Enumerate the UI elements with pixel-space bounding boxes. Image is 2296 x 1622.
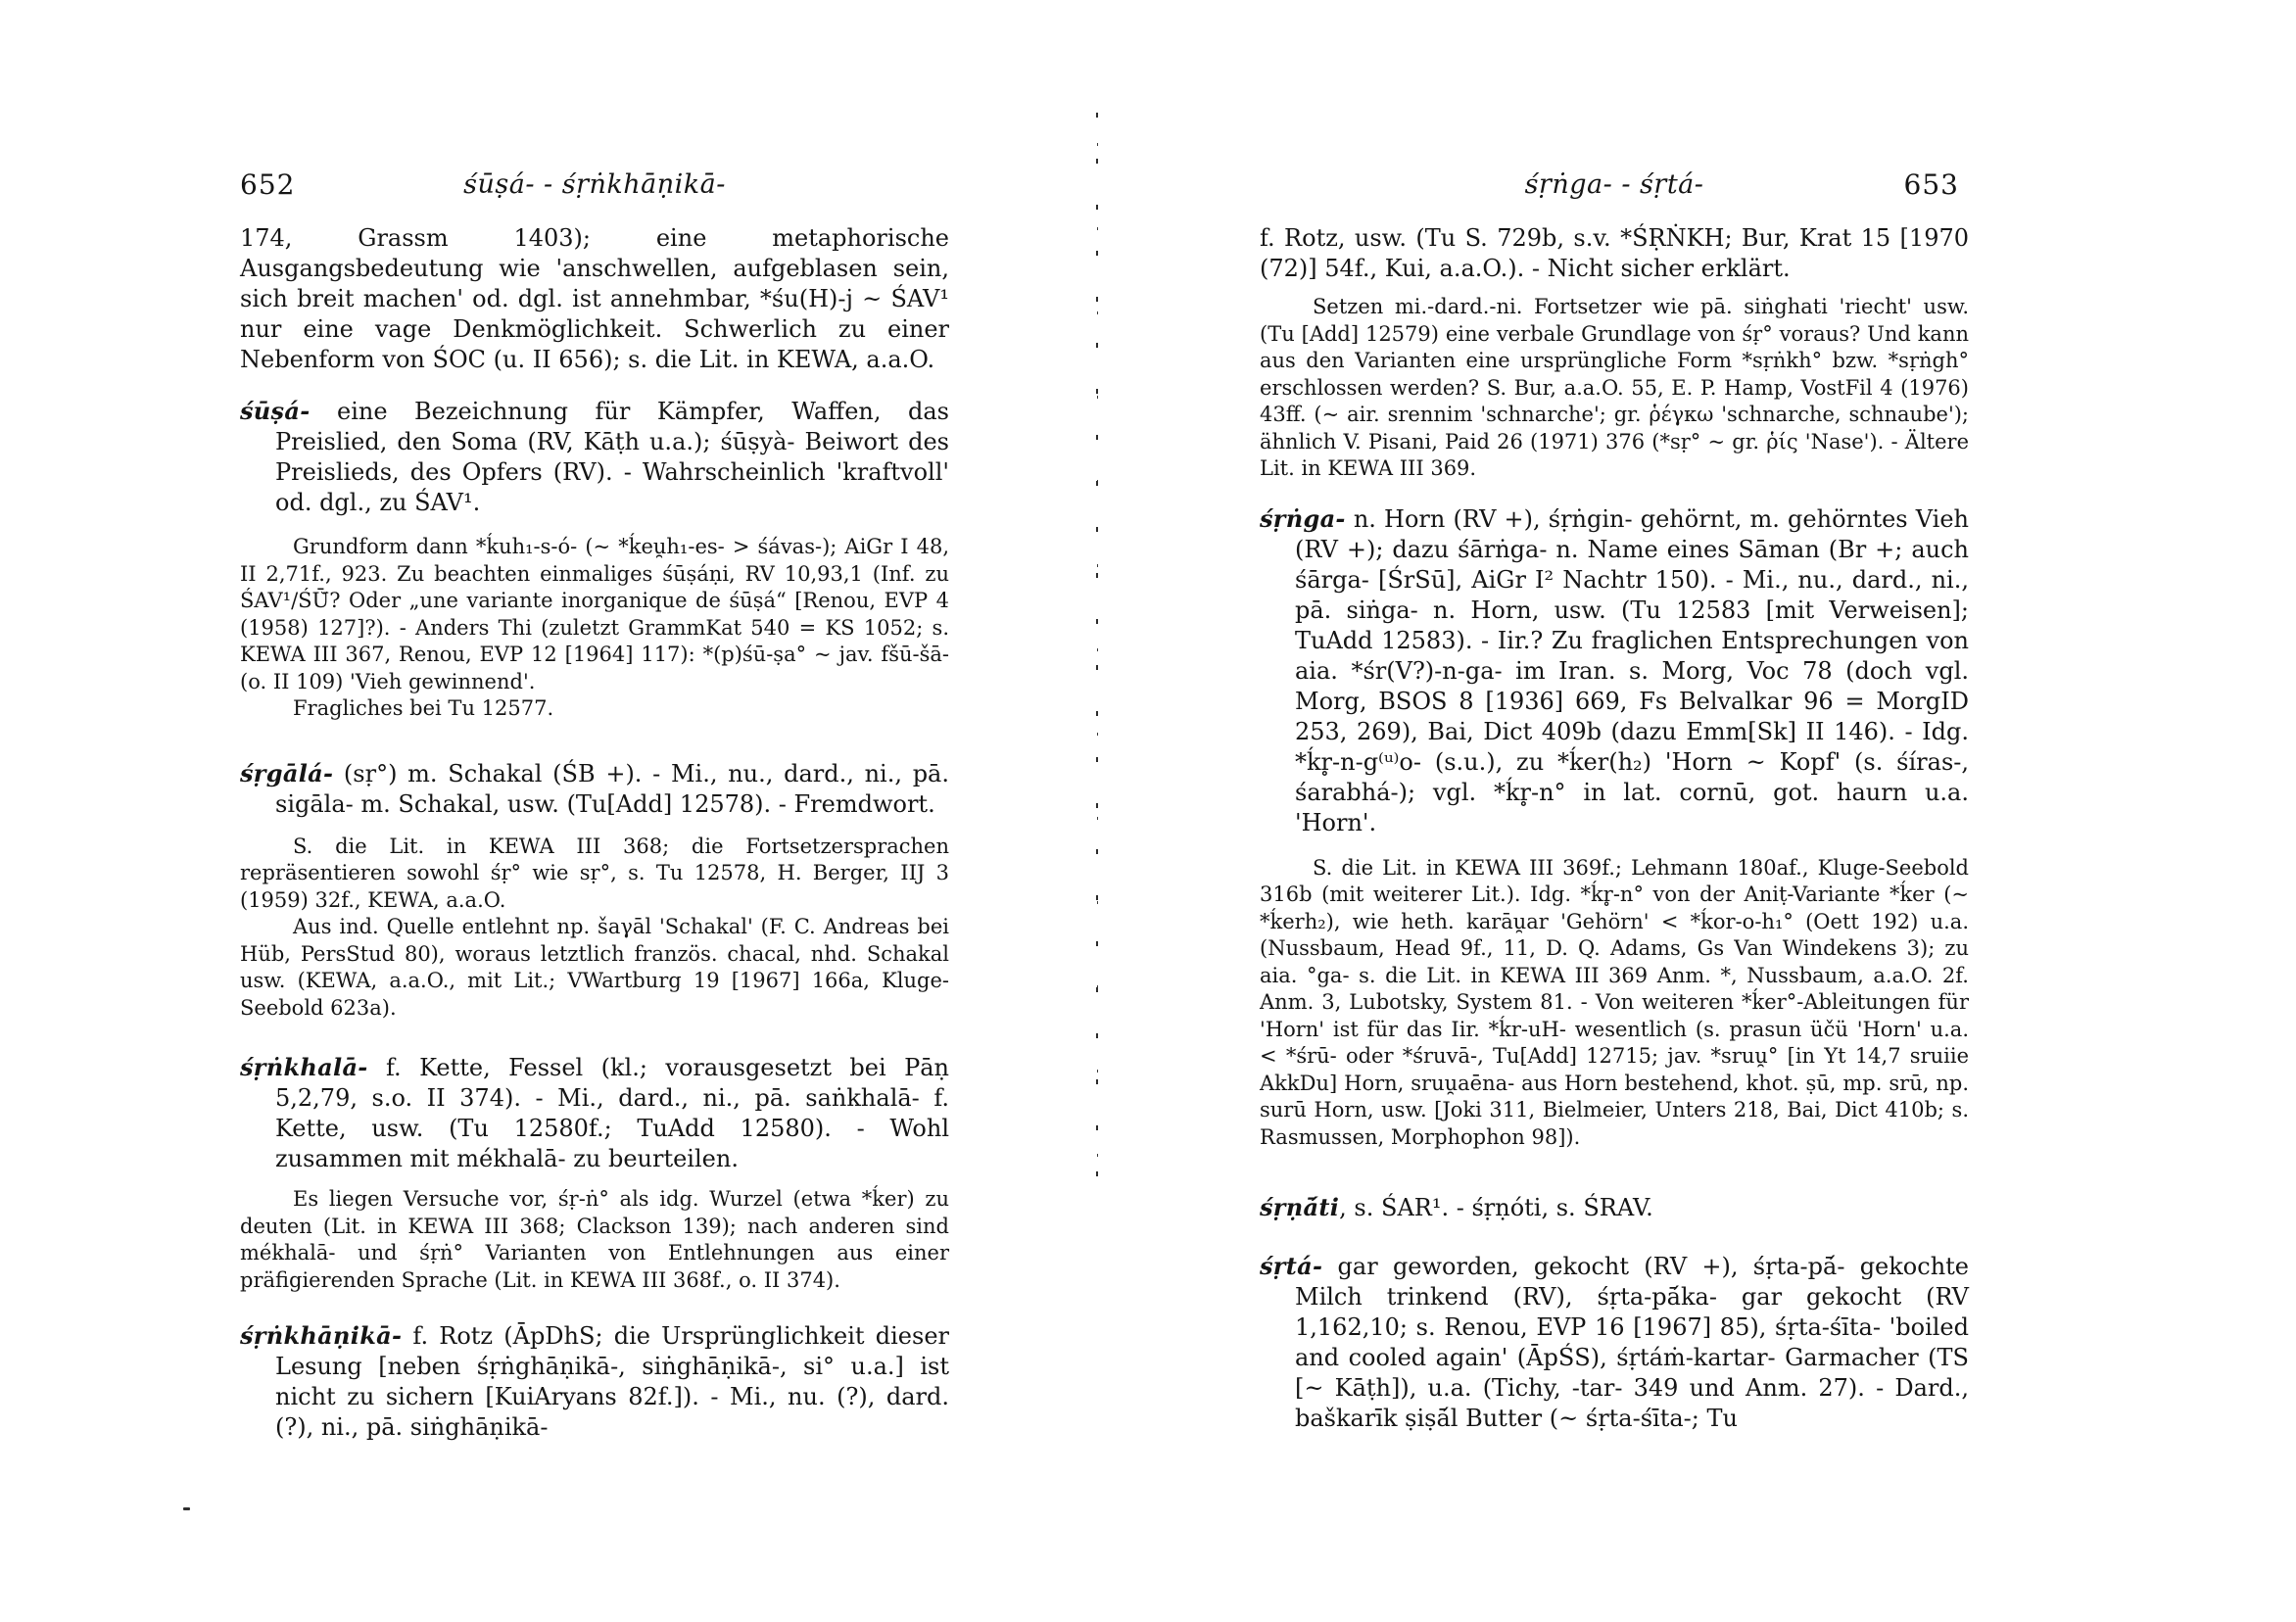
entry-susa-text: eine Bezeichnung für Kämpfer, Waffen, das Preislied, den Soma (RV, Kāṭh u.a.); śūṣyà- Beiwort des Preislieds, des Opfers (RV). - Wahrscheinlich 'kraftvoll' od. dgl., zu ŚAV¹. [275, 398, 949, 516]
note-srgala-1: S. die Lit. in KEWA III 368; die Fortsetzersprachen repräsentieren sowohl śṛ° wie sṛ°, s. Tu 12578, H. Berger, IIJ 3 (1959) 32f., KEWA, a.a.O. [240, 834, 949, 912]
note-srnga: S. die Lit. in KEWA III 369f.; Lehmann 180af., Kluge-Seebold 316b (mit weiterer Lit.). Idg. *ḱr̥-n° von der Aniṭ-Variante *ḱer (~ *ḱerh₂), wie heth. karāu̯ar 'Gehörn' < *ḱor-o-h₁° (Oett 192) u.a. (Nussbaum, Head 9f., 11, D. Q. Adams, Gs Van Windekens 3); zu aia. °ga- s. die Lit. in KEWA III 369 Anm. *, Nussbaum, a.a.O. 2f. Anm. 3, Lubotsky, System 81. - Von weiteren *ḱer°-Ableitungen für 'Horn' ist für das Iir. *ḱr-uH- wesentlich (s. prasun üčü 'Horn' u.a. < *śrū- oder *śruvā-, Tu[Add] 12715; jav. *sruu̯° [in Yt 14,7 sruiie AkkDu] Horn, sruu̯aēna- aus Horn bestehend, khot. ṣū, mp. srū, np. surū Horn, usw. [Joki 311, Bielmeier, Unters 218, Bai, Dict 410b; s. Rasmussen, Morphophon 98]). [1260, 855, 1969, 1149]
running-header-title-left: śūṣá- - śṛṅkhāṇikā- [463, 169, 726, 200]
headword-srnga: śṛṅga- [1260, 503, 1346, 533]
continuation-paragraph-right: f. Rotz, usw. (Tu S. 729b, s.v. *ŚṚṄKH; Bur, Krat 15 [1970 (72)] 54f., Kui, a.a.O.). - Nicht sicher erklärt. [1260, 224, 1969, 282]
running-header-right [1260, 168, 1969, 208]
note-srnkhala: Es liegen Versuche vor, śṛ-ṅ° als idg. Wurzel (etwa *ḱer) zu deuten (Lit. in KEWA III 368; Clackson 139); nach anderen sind mékhalā- und śṛṅ° Varianten von Entlehnungen aus einer präfigierenden Sprache (Lit. in KEWA III 368f., o. II 374). [240, 1187, 949, 1292]
running-header-left [240, 168, 949, 208]
page-number-right: 653 [1903, 168, 1959, 201]
headword-susa: śūṣá- [240, 397, 311, 425]
entry-srnga-text: n. Horn (RV +), śṛṅgin- gehörnt, m. gehörntes Vieh (RV +); dazu śārṅga- n. Name eines Sāman (Br +; auch śārga- [ŚrSū], AiGr I² Nachtr 150). - Mi., nu., dard., ni., pā. siṅga- n. Horn, usw. (Tu 12583 [mit Verweisen]; TuAdd 12583). - Iir.? Zu fraglichen Entsprechungen von aia. *śr(V?)-n-ga- im Iran. s. Morg, Voc 78 (doch vgl. Morg, BSOS 8 [1936] 669, Fs Belvalkar 96 = MorgID 253, 269), Bai, Dict 409b (dazu Emm[Sk] II 146). - Idg. *ḱr̥-n-g⁽ᵘ⁾o- (s.u.), zu *ḱer(h₂) 'Horn ~ Kopf' (s. śíras-, śarabhá-); vgl. *ḱr̥-n° in lat. cornū, got. haurn u.a. 'Horn'. [1295, 504, 1969, 836]
headword-srnkhanika: śṛṅkhāṇikā- [240, 1321, 403, 1350]
note-srgala-2: Aus ind. Quelle entlehnt np. šaγāl 'Schakal' (F. C. Andreas bei Hüb, PersStud 80), woraus letztlich französ. chacal, nhd. Schakal usw. (KEWA, a.a.O., mit Lit.; VWartburg 19 [1967] 166a, Kluge-Seebold 623a). [240, 915, 949, 1020]
entry-srnkhala-text: f. Kette, Fessel (kl.; vorausgesetzt bei Pāṇ 5,2,79, s.o. II 374). - Mi., dard., ni., pā. saṅkhalā- f. Kette, usw. (Tu 12580f.; TuAdd 12580). - Wohl zusammen mit mékhalā- zu beurteilen. [275, 1054, 949, 1172]
entry-srta-text: gar geworden, gekocht (RV +), śṛta-pā́- gekochte Milch trinkend (RV), śṛta-pā́ka- gar gekocht (RV 1,162,10; s. Renou, EVP 16 [1967] 85), śṛta-śīta- 'boiled and cooled again' (ĀpŚS), śṛtáṁ-kartar- Garmacher (TS [~ Kāṭh]), u.a. (Tichy, -tar- 349 und Anm. 27). - Dard., baškarīk ṣiṣā́l Butter (~ śṛta-śīta-; Tu [1295, 1253, 1969, 1432]
headword-srgala: śṛgālá- [240, 758, 334, 787]
entry-srgala-text: (sṛ°) m. Schakal (ŚB +). - Mi., nu., dard., ni., pā. sigāla- m. Schakal, usw. (Tu[Add] 12578). - Fremdwort. [275, 759, 949, 818]
ink-speck [183, 1507, 190, 1510]
entry-srgala [240, 758, 949, 820]
headword-srnati: śṛṇā́ti [1260, 1193, 1340, 1221]
running-header-title-right: śṛṅga- - śṛtá- [1524, 169, 1704, 200]
headword-srta: śṛtá- [1260, 1252, 1323, 1280]
entry-srnkhala [240, 1052, 949, 1174]
entry-srnkhanika [240, 1320, 949, 1443]
note-susa-2: Fragliches bei Tu 12577. [293, 696, 554, 720]
entry-srnati [1260, 1192, 1969, 1223]
note-susa-1: Grundform dann *ḱuh₁-s-ó- (~ *ḱeu̯h₁-es- > śávas-); AiGr I 48, II 2,71f., 923. Zu beachten einmaliges śūṣáṇi, RV 10,93,1 (Inf. zu ŚAV¹/ŚŪ̆? Oder „une variante inorganique de śūṣá“ [Renou, EVP 4 (1958) 127]?). - Anders Thi (zuletzt GrammKat 540 = KS 1052; s. KEWA III 367, Renou, EVP 12 [1964] 117): *(p)śū-ṣa° ~ jav. fšū-šā- (o. II 109) 'Vieh gewinnend'. [240, 535, 949, 693]
page-right [1260, 168, 1969, 1434]
entry-srnati-text: , s. ŚAR¹. - śṛṇóti, s. ŚRAV. [1339, 1194, 1653, 1221]
page-left [240, 168, 949, 1443]
gutter-fold-marks [1096, 113, 1099, 1190]
entry-srta [1260, 1251, 1969, 1434]
entry-susa [240, 396, 949, 518]
entry-srnga [1260, 503, 1969, 838]
page-number-left: 652 [240, 168, 296, 201]
entry-srnkhanika-text: f. Rotz (ĀpDhS; die Ursprünglichkeit dieser Lesung [neben śṛṅghāṇikā-, siṅghāṇikā-, si° u.a.] ist nicht zu sichern [KuiAryans 82f.]). - Mi., nu. (?), dard. (?), ni., pā. siṅghāṇikā- [275, 1322, 949, 1441]
continuation-paragraph: 174, Grassm 1403); eine metaphorische Ausgangsbedeutung wie 'anschwellen, aufgeblasen sein, sich breit machen' od. dgl. ist annehmbar, *śu(H)-j ~ ŚAV¹ nur eine vage Denkmöglichkeit. Schwerlich zu einer Nebenform von ŚOC (u. II 656); s. die Lit. in KEWA, a.a.O. [240, 224, 949, 373]
note-srnkhanika-cont: Setzen mi.-dard.-ni. Fortsetzer wie pā. siṅghati 'riecht' usw. (Tu [Add] 12579) eine verbale Grundlage von śṛ° voraus? Und kann aus den Varianten eine ursprüngliche Form *sṛṅkh° bzw. *sṛṅgh° erschlossen werden? S. Bur, a.a.O. 55, E. P. Hamp, VostFil 4 (1976) 43ff. (~ air. srennim 'schnarche'; gr. ῥέγκω 'schnarche, schnaube'); ähnlich V. Pisani, Paid 26 (1971) 376 (*sṛ° ~ gr. ῥίς 'Nase'). - Ältere Lit. in KEWA III 369. [1260, 295, 1969, 480]
headword-srnkhala: śṛṅkhalā- [240, 1053, 368, 1081]
